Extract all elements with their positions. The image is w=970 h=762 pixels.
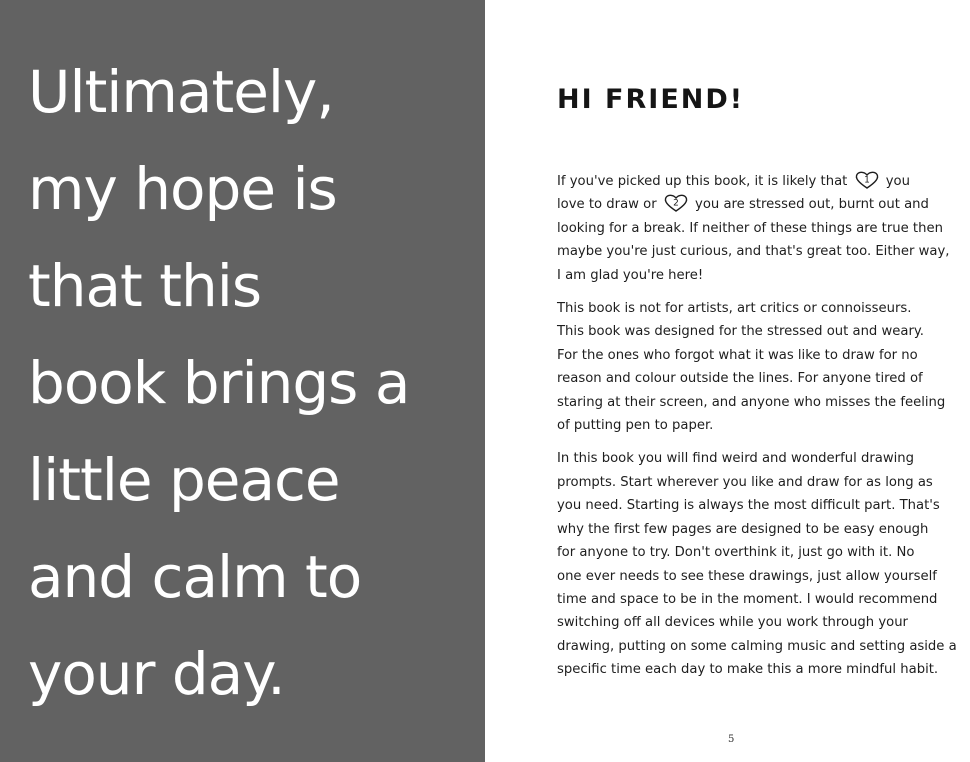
text-line: one ever needs to see these drawings, just allow yourself bbox=[557, 568, 937, 584]
page-number: 5 bbox=[728, 734, 735, 745]
text-line: maybe you're just curious, and that's great too. Either way, bbox=[557, 244, 950, 260]
text-line: For the ones who forgot what it was like to draw for no bbox=[557, 347, 918, 363]
paragraph-audience bbox=[557, 297, 946, 437]
text-line: you need. Starting is always the most difficult part. That's bbox=[557, 498, 940, 514]
text-line bbox=[557, 193, 937, 216]
text-line: why the first few pages are designed to be easy enough bbox=[557, 521, 929, 537]
heart-number: 1 bbox=[863, 175, 870, 186]
quote-line: book brings a bbox=[28, 349, 410, 417]
quote-line: your day. bbox=[28, 640, 285, 708]
right-page bbox=[485, 0, 970, 762]
quote-line: my hope is bbox=[28, 155, 337, 223]
text-fragment: love to draw or bbox=[557, 197, 657, 213]
text-line: This book was designed for the stressed out and weary. bbox=[557, 324, 925, 340]
text-line: drawing, putting on some calming music and setting aside a bbox=[557, 638, 957, 654]
page-heading: HI FRIEND! bbox=[557, 84, 745, 115]
text-line: I am glad you're here! bbox=[557, 267, 704, 283]
quote bbox=[28, 44, 475, 723]
body-text bbox=[557, 170, 957, 692]
text-line: specific time each day to make this a more mindful habit. bbox=[557, 662, 939, 678]
text-fragment: you bbox=[885, 174, 910, 189]
text-fragment: you are stressed out, burnt out and bbox=[695, 197, 929, 213]
text-line: This book is not for artists, art critics or connoisseurs. bbox=[557, 301, 912, 317]
paragraph-instructions bbox=[557, 447, 957, 681]
text-line: of putting pen to paper. bbox=[557, 418, 714, 434]
quote-line: that this bbox=[28, 252, 262, 320]
text-line: In this book you will find weird and wonderful drawing bbox=[557, 451, 914, 467]
text-line: for anyone to try. Don't overthink it, just go with it. No bbox=[557, 545, 915, 561]
text-line bbox=[557, 170, 937, 193]
text-line: staring at their screen, and anyone who misses the feeling bbox=[557, 394, 946, 410]
paragraph-intro bbox=[557, 170, 950, 287]
text-fragment: If you've picked up this book, it is likely that bbox=[557, 174, 848, 189]
quote-line: and calm to bbox=[28, 543, 362, 611]
heart-icon bbox=[854, 170, 880, 190]
heart-number: 2 bbox=[672, 198, 679, 209]
heart-icon bbox=[663, 193, 689, 213]
text-line: switching off all devices while you work through your bbox=[557, 615, 908, 631]
text-line: reason and colour outside the lines. For anyone tired of bbox=[557, 371, 923, 387]
quote-line: little peace bbox=[28, 446, 340, 514]
text-line: looking for a break. If neither of these things are true then bbox=[557, 220, 943, 236]
text-line: time and space to be in the moment. I would recommend bbox=[557, 591, 938, 607]
text-line: prompts. Start wherever you like and draw for as long as bbox=[557, 474, 933, 490]
quote-line: Ultimately, bbox=[28, 58, 334, 126]
